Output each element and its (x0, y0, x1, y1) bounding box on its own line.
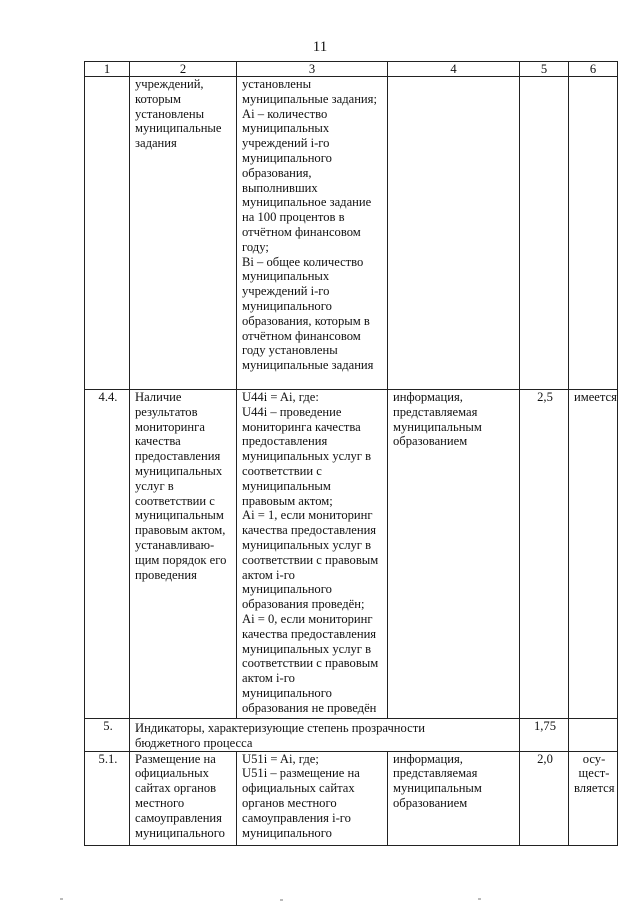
text-line: Индикаторы, характеризующие степень прозрачности (135, 721, 425, 735)
text-line: Размещение на (135, 751, 216, 766)
text-line: щим порядок его (135, 552, 227, 567)
text-line: образованием (393, 434, 468, 449)
indicator-status (569, 77, 618, 390)
text-line: муниципального (242, 298, 332, 313)
indicator-formula (237, 390, 388, 719)
text-line: учреждений, (135, 77, 204, 91)
text-line: актом i-го (242, 671, 295, 686)
indicator-status (569, 751, 618, 845)
text-line: самоуправления (135, 810, 222, 825)
indicator-status (569, 390, 618, 719)
text-line: муниципального (242, 685, 332, 700)
indicator-weight (520, 77, 569, 390)
text-line: образования проведён; (242, 597, 365, 612)
column-header: 1 (85, 62, 130, 77)
text-line: учреждений i-го (242, 136, 330, 151)
text-line: муниципальные задания; (242, 91, 377, 106)
indicator-name (130, 77, 237, 390)
text-line: соответствии с (242, 463, 322, 478)
text-line: соответствии с правовым (242, 552, 379, 567)
data-source (388, 390, 520, 719)
text-line: устанавливаю- (135, 537, 215, 552)
text-line: местного (135, 795, 185, 810)
column-header: 5 (520, 62, 569, 77)
column-header: 3 (237, 62, 388, 77)
text-line: бюджетного процесса (135, 735, 253, 750)
text-line: мониторинга (135, 419, 205, 434)
text-line: муниципальным (242, 478, 331, 493)
table-row (85, 751, 618, 845)
indicator-formula (237, 77, 388, 390)
section-row (85, 719, 618, 752)
column-header: 4 (388, 62, 520, 77)
text-line: услуг в (135, 478, 174, 493)
text-line: имеется (574, 390, 617, 404)
text-line: щест- (578, 766, 610, 781)
text-line: правовым актом, (135, 523, 226, 538)
text-line: U44i – проведение (242, 404, 342, 419)
column-header: 6 (569, 62, 618, 77)
text-line: году установлены (242, 343, 338, 358)
section-title (130, 719, 520, 752)
row-number: 5. (85, 719, 130, 752)
text-line: отчётном финансовом (242, 224, 361, 239)
text-line: сайтах органов (135, 781, 217, 796)
data-source (388, 751, 520, 845)
text-line: муниципальных (242, 269, 330, 284)
indicator-weight: 2,0 (520, 751, 569, 845)
scan-speck (280, 899, 283, 901)
page-number: 11 (312, 39, 328, 55)
text-line: муниципальные задания (242, 358, 374, 373)
text-line: Наличие (135, 390, 182, 404)
text-line: установлены (242, 77, 312, 91)
column-header-row (85, 62, 618, 77)
text-line: качества (135, 434, 181, 449)
text-line: осу- (582, 751, 606, 766)
text-line: муниципального (242, 150, 332, 165)
text-line: муниципальные (135, 121, 222, 136)
text-line: Ai = 1, если мониторинг (242, 508, 373, 523)
text-line: предоставления (135, 449, 221, 464)
text-line: году; (242, 239, 269, 254)
text-line: соответствии с правовым (242, 656, 379, 671)
text-line: муниципальным (393, 419, 482, 434)
row-number: 5.1. (85, 751, 130, 845)
indicator-weight: 2,5 (520, 390, 569, 719)
indicator-name (130, 390, 237, 719)
text-line: соответствии с (135, 493, 215, 508)
text-line: муниципального (135, 825, 225, 840)
text-line: муниципальным (135, 508, 224, 523)
text-line: образования, (242, 165, 312, 180)
text-line: официальных сайтах (242, 781, 355, 796)
text-line: органов местного (242, 795, 337, 810)
table-row (85, 77, 618, 390)
text-line: официальных (135, 766, 209, 781)
text-line: муниципальных услуг в (242, 537, 372, 552)
text-line: представляемая (393, 404, 478, 419)
text-line: информация, (393, 751, 463, 766)
indicator-name (130, 751, 237, 845)
text-line: проведения (135, 567, 197, 582)
text-line: установлены (135, 106, 205, 121)
text-line: предоставления (242, 434, 328, 449)
text-line: муниципального (242, 825, 332, 840)
text-line: муниципальных (135, 463, 223, 478)
scan-speck (60, 898, 63, 900)
text-line: мониторинга качества (242, 419, 361, 434)
text-line: отчётном финансовом (242, 328, 361, 343)
text-line: учреждений i-го (242, 284, 330, 299)
text-line: Ai = 0, если мониторинг (242, 611, 373, 626)
text-line: муниципальных услуг в (242, 449, 372, 464)
row-number: 4.4. (85, 390, 130, 719)
text-line: правовым актом; (242, 493, 333, 508)
text-line: Bi – общее количество (242, 254, 364, 269)
text-line: образованием (393, 795, 468, 810)
text-line: результатов (135, 404, 198, 419)
column-header: 2 (130, 62, 237, 77)
text-line: муниципальным (393, 781, 482, 796)
text-line: задания (135, 136, 177, 151)
text-line: муниципального (242, 582, 332, 597)
text-line: муниципальных (242, 121, 330, 136)
text-line: которым (135, 91, 181, 106)
text-line: образования не проведён (242, 700, 377, 715)
text-line: U44i = Ai, где: (242, 390, 319, 404)
scan-speck (478, 898, 481, 900)
text-line: U51i = Ai, где; (242, 751, 319, 766)
table-row (85, 390, 618, 719)
text-line: образования, которым в (242, 313, 370, 328)
text-line: на 100 процентов в (242, 210, 345, 225)
text-line: U51i – размещение на (242, 766, 360, 781)
text-line: представляемая (393, 766, 478, 781)
text-line: актом i-го (242, 567, 295, 582)
indicator-table (84, 61, 618, 846)
text-line: вляется (574, 781, 615, 796)
empty-cell (569, 719, 618, 752)
row-number (85, 77, 130, 390)
data-source (388, 77, 520, 390)
indicator-formula (237, 751, 388, 845)
text-line: самоуправления i-го (242, 810, 351, 825)
section-weight: 1,75 (520, 719, 569, 752)
text-line: Ai – количество (242, 106, 328, 121)
text-line: муниципальных услуг в (242, 641, 372, 656)
text-line: качества предоставления (242, 523, 377, 538)
text-line: информация, (393, 390, 463, 404)
text-line: муниципальное задание (242, 195, 372, 210)
text-line: качества предоставления (242, 626, 377, 641)
text-line: выполнивших (242, 180, 318, 195)
